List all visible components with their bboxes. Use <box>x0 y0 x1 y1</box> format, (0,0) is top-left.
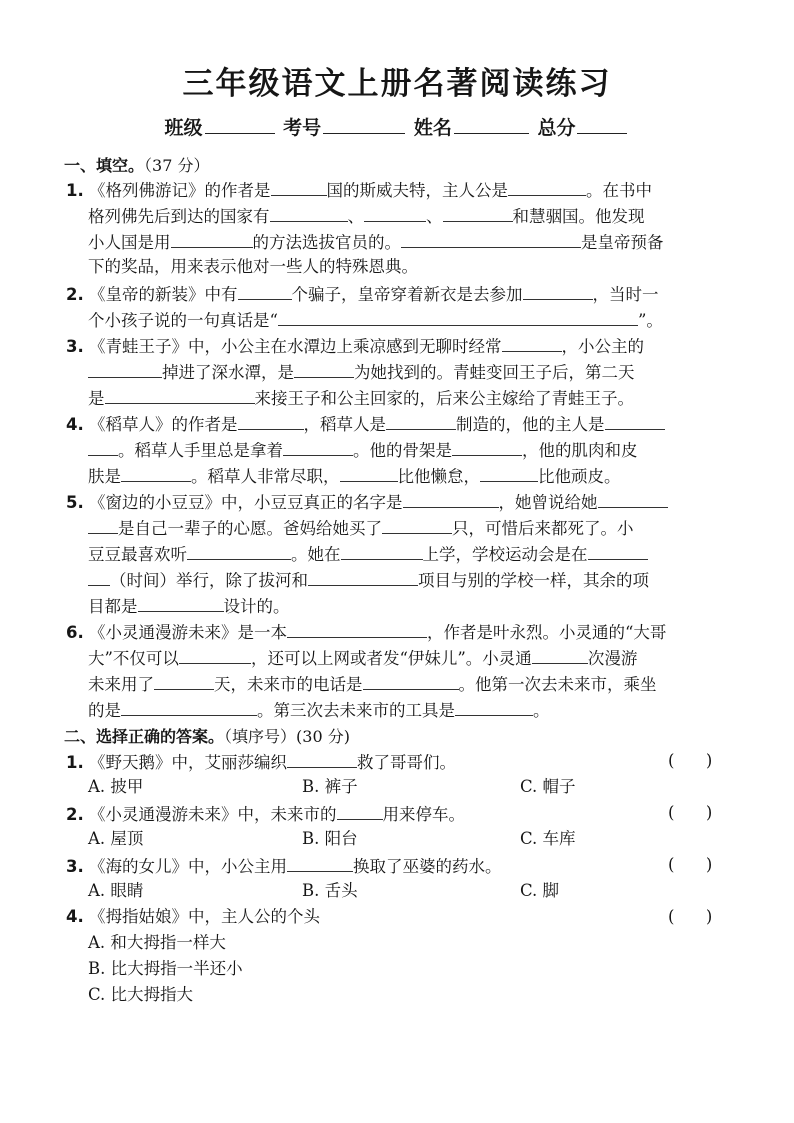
q4-text: ，他的肌肉和皮 <box>522 441 638 460</box>
q5-blank-5[interactable] <box>341 541 423 560</box>
c1-number: 1. <box>66 753 84 772</box>
q1-number: 1. <box>66 181 84 200</box>
c3-option-a[interactable]: A. 眼睛 <box>88 881 144 900</box>
q6-text: 的是 <box>88 701 121 720</box>
c1-blank[interactable] <box>287 749 357 768</box>
score-label: 总分 <box>537 117 576 139</box>
q1-text: 小人国是用 <box>88 233 171 252</box>
q1-line-3 <box>88 229 664 255</box>
q6-line-4 <box>88 697 550 723</box>
q1-text: 的方法选拔官员的。 <box>252 233 401 252</box>
q4-line-3 <box>88 463 621 489</box>
q3-blank-2[interactable] <box>88 359 162 378</box>
c4-option-a[interactable]: A. 和大拇指一样大 <box>88 933 226 952</box>
q5-blank-2[interactable] <box>598 489 668 508</box>
section-1-heading <box>64 153 209 176</box>
q6-text: ，还可以上网或者发“伊妹儿”。小灵通 <box>250 649 532 668</box>
q6-text: 天，未来市的电话是 <box>214 675 363 694</box>
c4-question <box>66 905 320 929</box>
q1-text: 《格列佛游记》的作者是 <box>89 181 271 200</box>
q4-text: 比他懒怠， <box>397 467 480 486</box>
c1-text: 《野天鹅》中，艾丽莎编织 <box>89 753 287 772</box>
q2-blank-3[interactable] <box>278 307 638 326</box>
c2-option-a[interactable]: A. 屋顶 <box>88 829 144 848</box>
section-2-title: 二、选择正确的答案。 <box>64 727 225 746</box>
q4-blank-5[interactable] <box>452 437 522 456</box>
q6-blank-1[interactable] <box>287 619 427 638</box>
q6-text: 。第三次去未来市的工具是 <box>257 701 455 720</box>
q5-blank-6b[interactable] <box>88 567 110 586</box>
c3-answer-box[interactable]: ( ) <box>668 855 713 874</box>
q6-blank-4[interactable] <box>154 671 214 690</box>
q6-text: 《小灵通漫游未来》是一本 <box>89 623 287 642</box>
c3-option-b[interactable]: B. 舌头 <box>302 881 358 900</box>
q4-line-1 <box>66 411 665 437</box>
q1-line-1 <box>66 177 652 203</box>
q3-text: ，小公主的 <box>561 337 644 356</box>
q5-text: 豆豆最喜欢听 <box>88 545 187 564</box>
q4-blank-1[interactable] <box>238 411 304 430</box>
q6-line-2 <box>88 645 637 671</box>
q4-blank-7[interactable] <box>340 463 398 482</box>
c2-text: 用来停车。 <box>382 805 465 824</box>
q2-text: ”。 <box>637 311 663 330</box>
q6-text: ，作者是叶永烈。小灵通的“大哥 <box>427 623 667 642</box>
q5-line-3 <box>88 541 648 567</box>
name-label: 姓名 <box>413 117 452 139</box>
c1-question <box>66 749 456 775</box>
student-info-row <box>0 113 794 140</box>
q1-text: 、 <box>426 207 443 226</box>
q2-line-2 <box>88 307 663 333</box>
q6-blank-3[interactable] <box>532 645 588 664</box>
section-2-heading <box>64 724 350 747</box>
q5-line-1 <box>66 489 668 515</box>
q3-blank-4[interactable] <box>105 385 255 404</box>
number-field[interactable] <box>323 115 405 134</box>
page-title: 三年级语文上册名著阅读练习 <box>182 66 612 102</box>
q4-blank-2[interactable] <box>386 411 456 430</box>
q6-text: 未来用了 <box>88 675 154 694</box>
class-field[interactable] <box>205 115 275 134</box>
q1-blank-1[interactable] <box>271 177 327 196</box>
q2-text: 《皇帝的新装》中有 <box>89 285 238 304</box>
q1-blank-5[interactable] <box>443 203 513 222</box>
q5-blank-7[interactable] <box>308 567 418 586</box>
q6-text: 次漫游 <box>587 649 638 668</box>
q3-line-2 <box>88 359 635 385</box>
q4-number: 4. <box>66 415 84 434</box>
c3-number: 3. <box>66 857 84 876</box>
c1-option-a[interactable]: A. 披甲 <box>88 777 144 796</box>
q1-text: 和慧骃国。他发现 <box>512 207 645 226</box>
q1-text: 、 <box>347 207 364 226</box>
q2-number: 2. <box>66 285 84 304</box>
q3-text: 掉进了深水潭，是 <box>162 363 294 382</box>
q2-line-1 <box>66 281 659 307</box>
q6-text: 。他第一次去未来市，乘坐 <box>458 675 657 694</box>
q4-blank-3[interactable] <box>605 411 665 430</box>
q5-text: 只，可惜后来都死了。小 <box>452 519 634 538</box>
q4-text: 。他的骨架是 <box>353 441 452 460</box>
q6-text: 大”不仅可以 <box>88 649 179 668</box>
q4-text: 肤是 <box>88 467 121 486</box>
c4-number: 4. <box>66 907 84 926</box>
c2-number: 2. <box>66 805 84 824</box>
q5-blank-4[interactable] <box>187 541 291 560</box>
q3-text: 为她找到的。青蛙变回王子后，第二天 <box>354 363 635 382</box>
q1-text: 是皇帝预备 <box>581 233 664 252</box>
c3-text: 《海的女儿》中，小公主用 <box>89 857 287 876</box>
q3-blank-3[interactable] <box>294 359 354 378</box>
q4-blank-6[interactable] <box>121 463 191 482</box>
q4-text: ，稻草人是 <box>303 415 386 434</box>
q3-line-3 <box>88 385 634 411</box>
name-field[interactable] <box>454 115 529 134</box>
c2-answer-box[interactable]: ( ) <box>668 803 713 822</box>
q1-line-2 <box>88 203 645 229</box>
q4-blank-4[interactable] <box>283 437 353 456</box>
q5-text: 设计的。 <box>223 597 290 616</box>
c3-text: 换取了巫婆的药水。 <box>353 857 502 876</box>
q1-text: 下的奖品，用来表示他对一些人的特殊恩典。 <box>88 257 418 276</box>
c1-option-b[interactable]: B. 裤子 <box>302 777 358 796</box>
q5-text: （时间）举行，除了拔河和 <box>110 571 308 590</box>
q5-blank-1[interactable] <box>403 489 499 508</box>
q1-blank-3[interactable] <box>270 203 348 222</box>
q5-blank-6[interactable] <box>588 541 648 560</box>
q2-text: ，当时一 <box>592 285 659 304</box>
c2-blank[interactable] <box>337 801 383 820</box>
c3-question <box>66 853 502 879</box>
section-2-points: （填序号）(30 分) <box>224 727 350 746</box>
q1-blank-2[interactable] <box>508 177 586 196</box>
score-field[interactable] <box>577 115 627 134</box>
q3-line-1 <box>66 333 644 359</box>
q1-text: 。在书中 <box>586 181 652 200</box>
q4-blank-8[interactable] <box>480 463 538 482</box>
c2-text: 《小灵通漫游未来》中，未来市的 <box>89 805 337 824</box>
q5-number: 5. <box>66 493 84 512</box>
c1-option-c[interactable]: C. 帽子 <box>520 777 576 796</box>
q5-text: ，她曾说给她 <box>498 493 598 512</box>
q2-blank-2[interactable] <box>523 281 593 300</box>
q5-line-4 <box>88 567 649 593</box>
c3-option-c[interactable]: C. 脚 <box>520 881 560 900</box>
q3-blank-1[interactable] <box>502 333 562 352</box>
c4-option-b[interactable]: B. 比大拇指一半还小 <box>88 959 243 978</box>
q5-text: 上学，学校运动会是在 <box>422 545 588 564</box>
q1-blank-4[interactable] <box>364 203 426 222</box>
q6-line-1 <box>66 619 666 645</box>
q6-blank-6[interactable] <box>121 697 257 716</box>
q5-line-2 <box>88 515 634 541</box>
q5-text: 是自己一辈子的心愿。爸妈给她买了 <box>118 519 382 538</box>
c3-blank[interactable] <box>287 853 353 872</box>
q3-text: 《青蛙王子》中，小公主在水潭边上乘凉感到无聊时经常 <box>89 337 502 356</box>
q5-text: 目都是 <box>88 597 138 616</box>
q6-line-3 <box>88 671 657 697</box>
q2-blank-1[interactable] <box>238 281 292 300</box>
q4-line-2 <box>88 437 638 463</box>
q1-line-4 <box>88 255 418 279</box>
c2-option-b[interactable]: B. 阳台 <box>302 829 358 848</box>
q4-text: 《稻草人》的作者是 <box>89 415 238 434</box>
c1-answer-box[interactable]: ( ) <box>668 751 713 770</box>
q5-blank-2b[interactable] <box>88 515 118 534</box>
class-label: 班级 <box>164 117 203 139</box>
q5-text: 《窗边的小豆豆》中，小豆豆真正的名字是 <box>89 493 403 512</box>
c4-text: 《拇指姑娘》中，主人公的个头 <box>89 907 320 926</box>
q3-number: 3. <box>66 337 84 356</box>
c4-answer-box[interactable]: ( ) <box>668 907 713 926</box>
q5-blank-3[interactable] <box>382 515 452 534</box>
q1-blank-7[interactable] <box>401 229 581 248</box>
q4-text: 。稻草人手里总是拿着 <box>118 441 283 460</box>
q1-text: 国的斯威夫特，主人公是 <box>326 181 508 200</box>
q4-blank-3b[interactable] <box>88 437 118 456</box>
q3-text: 是 <box>88 389 105 408</box>
c2-question <box>66 801 465 827</box>
q1-blank-6[interactable] <box>171 229 253 248</box>
q3-text: 来接王子和公主回家的，后来公主嫁给了青蛙王子。 <box>254 389 634 408</box>
c4-option-c[interactable]: C. 比大拇指大 <box>88 985 194 1004</box>
q6-number: 6. <box>66 623 84 642</box>
q5-text: 。她在 <box>291 545 341 564</box>
q6-blank-2[interactable] <box>179 645 251 664</box>
c2-option-c[interactable]: C. 车库 <box>520 829 576 848</box>
number-label: 考号 <box>283 117 322 139</box>
q1-text: 格列佛先后到达的国家有 <box>88 207 270 226</box>
q6-text: 。 <box>533 701 550 720</box>
q6-blank-7[interactable] <box>455 697 533 716</box>
section-1-points: （37 分） <box>144 156 210 175</box>
q4-text: 制造的，他的主人是 <box>456 415 605 434</box>
q4-text: 比他顽皮。 <box>538 467 621 486</box>
q5-text: 项目与别的学校一样，其余的项 <box>418 571 649 590</box>
c1-text: 救了哥哥们。 <box>357 753 456 772</box>
q6-blank-5[interactable] <box>363 671 459 690</box>
q5-line-5 <box>88 593 290 619</box>
q2-text: 个骗子，皇帝穿着新衣是去参加 <box>291 285 523 304</box>
q4-text: 。稻草人非常尽职， <box>191 467 340 486</box>
q5-blank-8[interactable] <box>138 593 224 612</box>
section-1-title: 一、填空。 <box>64 156 145 175</box>
q2-text: 个小孩子说的一句真话是“ <box>88 311 278 330</box>
